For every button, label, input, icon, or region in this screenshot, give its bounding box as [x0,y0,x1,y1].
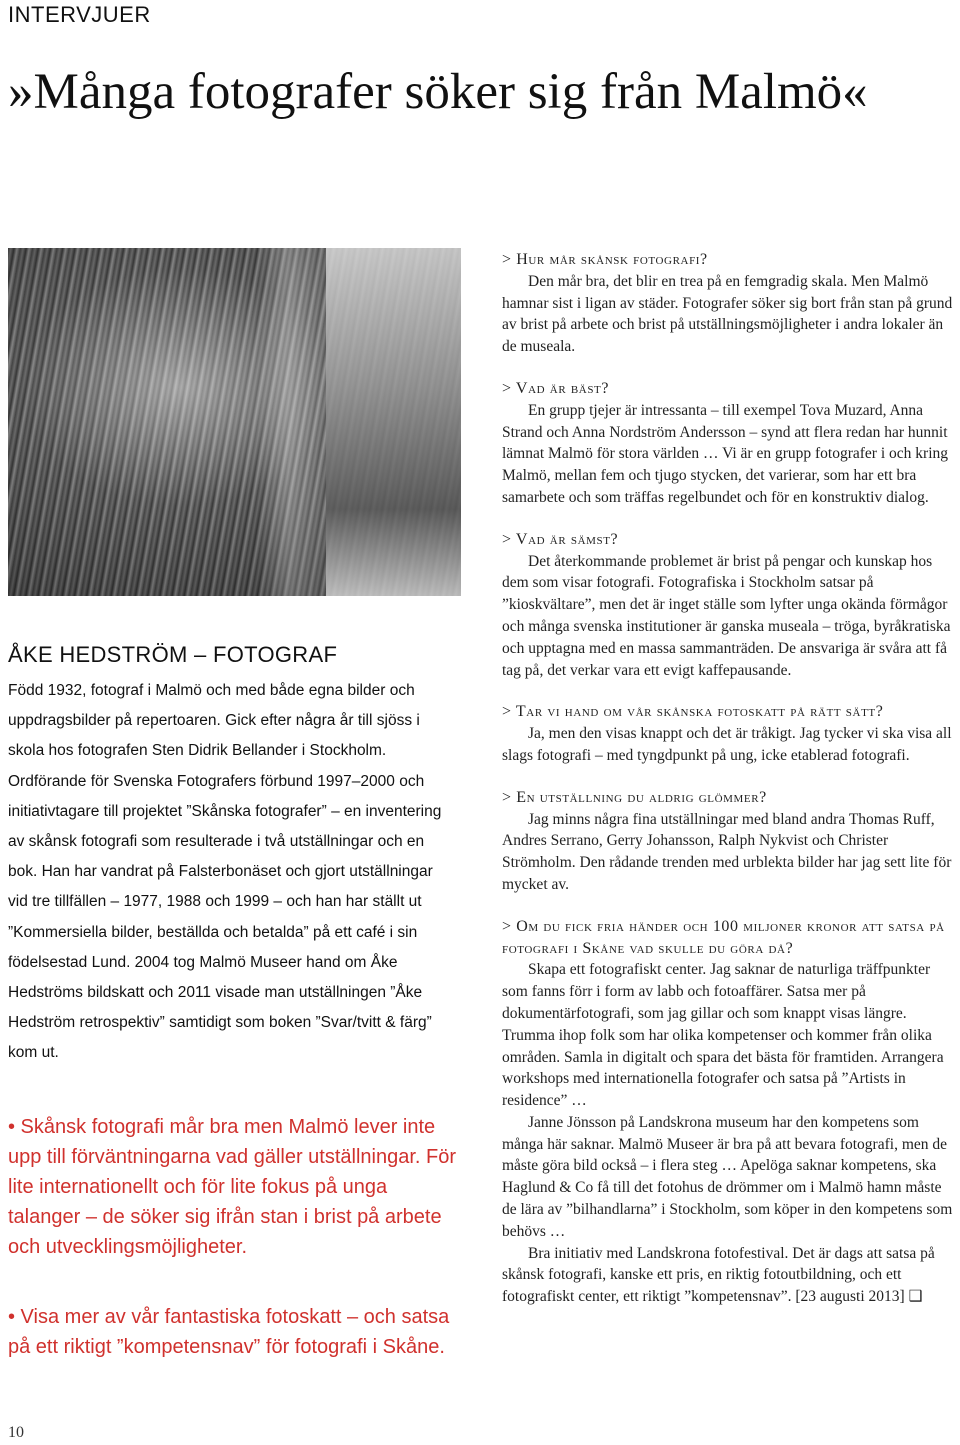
question: > Om du fick fria händer och 100 miljoner kronor att satsa på fotografi i Skåne vad skulle du göra då? [502,917,945,957]
qa-item [502,378,956,509]
bio-box [8,642,456,1069]
qa-item [502,701,956,766]
question: > En utställning du aldrig glömmer? [502,788,767,806]
question: > Vad är bäst? [502,379,610,397]
section-label: INTERVJUER [8,2,151,27]
qa-item [502,249,956,358]
page-title: »Många fotografer söker sig från Malmö« [8,64,868,120]
question: > Tar vi hand om vår skånska fotoskatt på rätt sätt? [502,703,884,721]
bio-text: Född 1932, fotograf i Malmö och med både egna bilder och uppdragsbilder på repertoaren. Gick efter några år till sjöss i skola hos fotografen Sten Didrik Bellander i Stockholm. Ordförande för Svenska Fotografers förbund 1997–2000 och initiativtagare till projektet ”Skånska fotografer” – en inventering av skånsk fotografi som resulterade i två utställningar och en bok. Han har vandrat på Falsterbonäset och gjort utställningar vid tre tillfällen – 1977, 1988 och 1999 – och han har ställt ut ”Kommersiella bilder, beställda och betalda” på ett café i sin födelsestad Lund. 2004 tog Malmö Museer hand om Åke Hedströms bildskatt och 2011 visade man utställningen ”Åke Hedström retrospektiv” samtidigt som boken ”Svar/tvitt & färg” kom ut. [8,682,442,1062]
bio-title: ÅKE HEDSTRÖM – FOTOGRAF [8,642,338,667]
answer: Skapa ett fotografiskt center. Jag saknar de naturliga träffpunkter som fanns förr i form av labb och fotoaffärer. Satsa mer på dokumentärfotografi, som jag gillar och som knappt visas längre. Trumma ihop folk som har olika kompetenser och kommer från olika områden. Samla in digitalt och spara det bästa för framtiden. Arrangera workshops med internationella fotografer och satsa på ”Artists in residence” … Janne Jönsson på Landskrona museum har den kompetens som många här saknar. Malmö Museer är bra på att bevara fotografi, men de måste göra bild också – i flera steg … Apelöga saknar kompetens, ska Haglund & Co få till det fotohus de drömmer om i Malmö hamn måste de lära av ”bilhandlarna” i Stockholm, som köper in den kompetens som behövs … Bra initiativ med Landskrona fotofestival. Det är dags att satsa på skånsk fotografi, kanske ett pris, en riktig fotoutbildning, och ett fotografiskt center, ett riktigt ”kompetensnav”. [23 augusti 2013] ❑ [502,961,953,1306]
answer: En grupp tjejer är intressanta – till exempel Tova Muzard, Anna Strand och Anna Nordström Andersson – synd att flera redan har hunnit lämnat Malmö för stora världen … Vi är en grupp fotografer i och kring Malmö, mellan fem och tjugo stycken, det varierar, som har ett bra samarbete och som träffas regelbundet och för en konstruktiv dialog. [502,401,948,506]
qa-item [502,916,956,1308]
answer: Den mår bra, det blir en trea på en femgradig skala. Men Malmö hamnar sist i ligan av städer. Fotografer söker sig bort från stan på grund av brist på arbete och brist på utställningsmöjligheter i andra lokaler än de museala. [502,272,953,356]
answer: Jag minns några fina utställningar med bland andra Thomas Ruff, Andres Serrano, Gerry Johansson, Ralph Nykvist och Christer Strömholm. Den rådande trenden med urblekta bilder har jag sett lite för mycket av. [502,810,952,893]
portrait-photo [8,248,461,596]
question: > Hur mår skånsk fotografi? [502,251,708,268]
question: > Vad är sämst? [502,530,619,548]
qa-item [502,787,956,896]
answer: Ja, men den visas knappt och det är tråkigt. Jag tycker vi ska visa all slags fotografi – med tyngdpunkt på ung, icke etablerad fotografi. [502,725,952,764]
page-number: 10 [8,1424,24,1441]
interview-column [502,249,956,1328]
qa-item [502,529,956,682]
highlight-bullet-2: • Visa mer av vår fantastiska fotoskatt – och satsa på ett riktigt ”kompetensnav” för fotografi i Skåne. [8,1306,450,1358]
answer: Det återkommande problemet är brist på pengar och kunskap hos dem som visar fotografi. Fotografiska i Stockholm satsar på ”kioskvältare”, men det är inget ställe som lyfter unga okända förmågor och många svenska institutioner är ganska museala – tröga, byråkratiska och upptagna med en massa sammanträden. De ansvariga är svåra att få tag på, det verkar vara ett evigt kaffepausande. [502,552,951,679]
highlight-bullet-1: • Skånsk fotografi mår bra men Malmö lever inte upp till förväntningarna vad gäller utställningar. För lite internationellt och för lite fokus på unga talanger – de söker sig ifrån stan i brist på arbete och utvecklingsmöjligheter. [8,1116,457,1258]
